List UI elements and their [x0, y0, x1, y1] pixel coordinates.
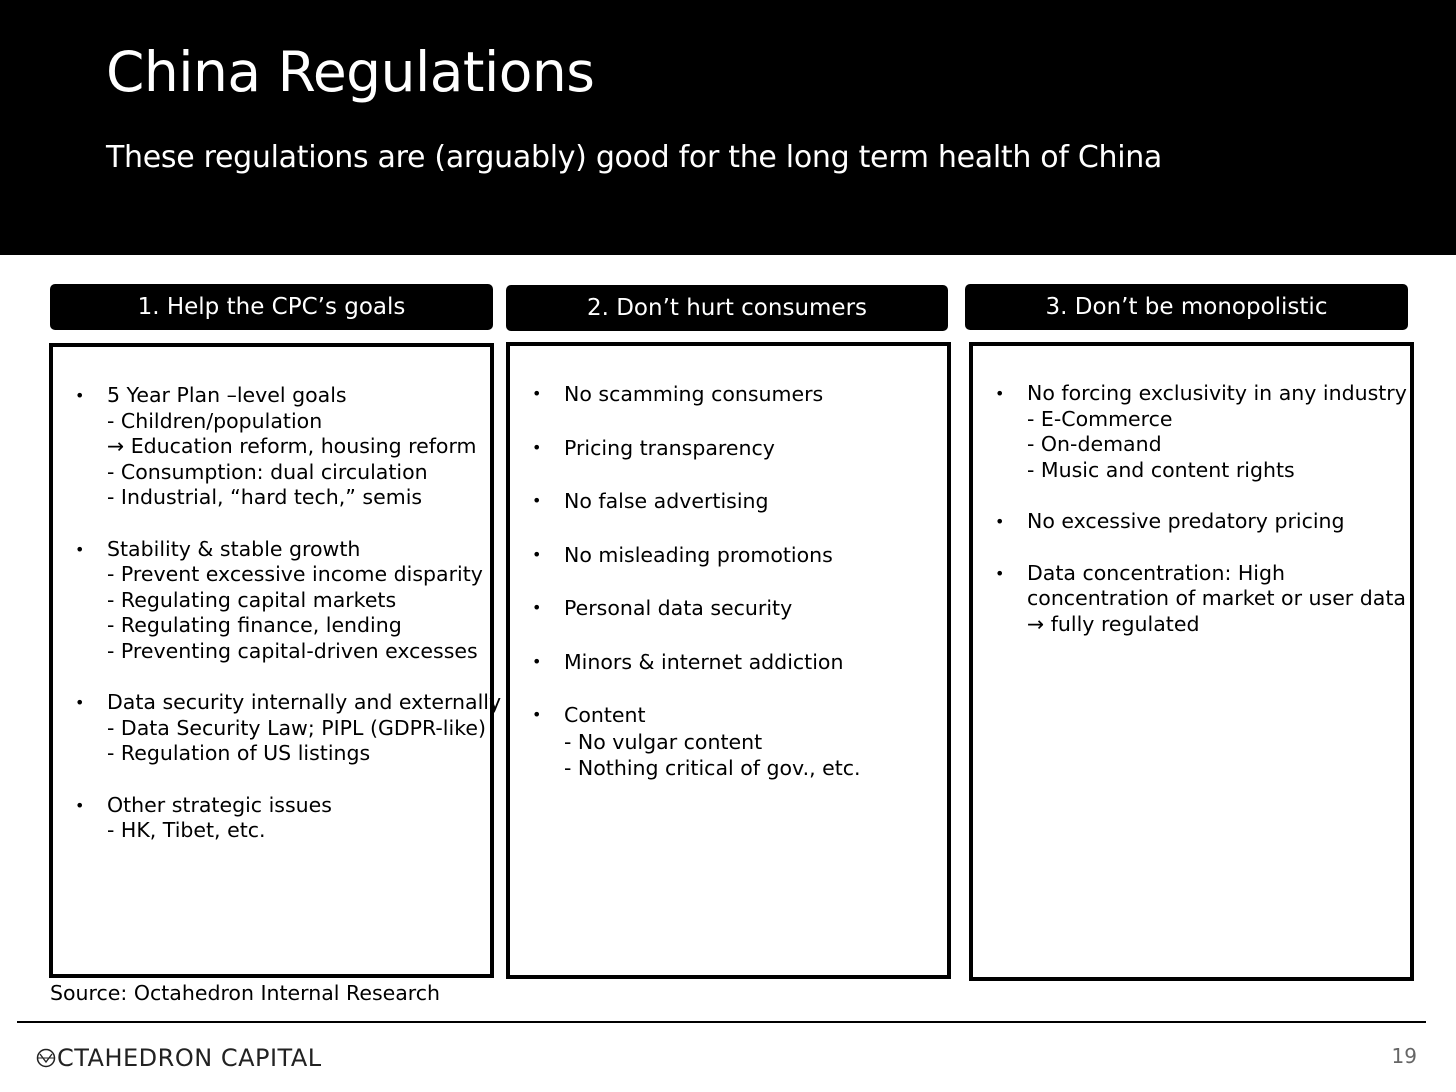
- column-heading-cpc-goals: 1. Help the CPC’s goals: [50, 284, 493, 330]
- list-item-subtext: - Consumption: dual circulation: [107, 459, 428, 484]
- list-item: [65, 690, 502, 767]
- list-item-text: No misleading promotions: [564, 542, 833, 567]
- list-item-subtext: - Children/population: [107, 408, 323, 433]
- list-item-subtext: concentration of market or user data: [1027, 586, 1406, 610]
- list-item-subtext: → fully regulated: [1027, 611, 1200, 636]
- bullet-mark: •: [995, 384, 1005, 403]
- item-list: [510, 346, 947, 782]
- column-box-cpc-goals: [49, 343, 502, 978]
- item-list: [973, 346, 1410, 637]
- list-item-text: No forcing exclusivity in any industry: [1027, 381, 1407, 405]
- list-item-text: No excessive predatory pricing: [1027, 509, 1345, 533]
- bullet-mark: •: [995, 563, 1005, 583]
- list-item: [65, 383, 490, 511]
- list-item-text: Data security internally and externally: [107, 690, 502, 714]
- footer-divider: [17, 1021, 1426, 1023]
- bullet-mark: •: [532, 705, 542, 724]
- bullet-mark: •: [75, 795, 85, 815]
- bullet-mark: •: [532, 491, 542, 510]
- bullet-mark: •: [532, 384, 542, 403]
- list-item-subtext: - Preventing capital-driven excesses: [107, 638, 478, 663]
- list-item-text: Content: [564, 703, 646, 727]
- slide-header: [0, 0, 1456, 255]
- list-item: [522, 595, 947, 622]
- list-item-text: No false advertising: [564, 489, 769, 513]
- list-item: [65, 793, 490, 844]
- bullet-mark: •: [532, 651, 542, 671]
- list-item: [522, 702, 947, 782]
- bullet-mark: •: [75, 693, 85, 712]
- list-item-subtext: - Prevent excessive income disparity: [107, 562, 483, 586]
- brand-logo: [36, 1043, 322, 1073]
- column-box-consumers: [506, 342, 951, 979]
- list-item: [985, 381, 1410, 483]
- list-item-subtext: - Data Security Law; PIPL (GDPR-like): [107, 715, 486, 740]
- bullet-mark: •: [532, 544, 542, 564]
- slide-title: China Regulations: [106, 40, 595, 104]
- list-item-text: Personal data security: [564, 596, 793, 620]
- list-item-text: Data concentration: High: [1027, 560, 1285, 585]
- list-item-subtext: - No vulgar content: [564, 729, 763, 754]
- list-item-subtext: - E-Commerce: [1027, 406, 1173, 431]
- slide-subtitle: These regulations are (arguably) good for the long term health of China: [106, 140, 1163, 175]
- list-item-subtext: - On-demand: [1027, 432, 1162, 456]
- bullet-mark: •: [532, 437, 542, 457]
- list-item-text: Minors & internet addiction: [564, 649, 844, 674]
- list-item-subtext: - Nothing critical of gov., etc.: [564, 756, 861, 780]
- list-item-subtext: - Regulation of US listings: [107, 741, 371, 765]
- list-item-subtext: → Education reform, housing reform: [107, 434, 477, 458]
- list-item-text: Stability & stable growth: [107, 536, 361, 561]
- brand-name: CTAHEDRON CAPITAL: [57, 1044, 322, 1072]
- list-item: [985, 561, 1410, 638]
- list-item-subtext: - Regulating capital markets: [107, 587, 397, 612]
- list-item-subtext: - Music and content rights: [1027, 457, 1295, 482]
- list-item-text: Pricing transparency: [564, 435, 775, 460]
- source-note: Source: Octahedron Internal Research: [50, 981, 441, 1005]
- column-heading-consumers: 2. Don’t hurt consumers: [506, 285, 948, 331]
- list-item-text: No scamming consumers: [564, 382, 824, 406]
- list-item-text: Other strategic issues: [107, 792, 332, 817]
- page-number: 19: [1391, 1044, 1417, 1068]
- list-item-subtext: - Regulating finance, lending: [107, 613, 402, 637]
- bullet-mark: •: [75, 539, 85, 559]
- column-heading-monopolistic: 3. Don’t be monopolistic: [965, 284, 1408, 330]
- list-item-text: 5 Year Plan –level goals: [107, 383, 347, 407]
- list-item-subtext: - Industrial, “hard tech,” semis: [107, 485, 423, 509]
- list-item: [522, 649, 947, 676]
- list-item: [522, 542, 947, 569]
- column-box-monopolistic: [969, 342, 1414, 981]
- bullet-mark: •: [532, 598, 542, 617]
- list-item: [522, 381, 947, 408]
- list-item: [522, 435, 947, 462]
- item-list: [53, 347, 502, 844]
- list-item-subtext: - HK, Tibet, etc.: [107, 818, 266, 842]
- bullet-mark: •: [75, 386, 85, 405]
- list-item: [65, 537, 490, 665]
- bullet-mark: •: [995, 512, 1005, 531]
- list-item: [522, 488, 947, 515]
- list-item: [985, 509, 1410, 535]
- octahedron-logo-icon: [36, 1048, 56, 1068]
